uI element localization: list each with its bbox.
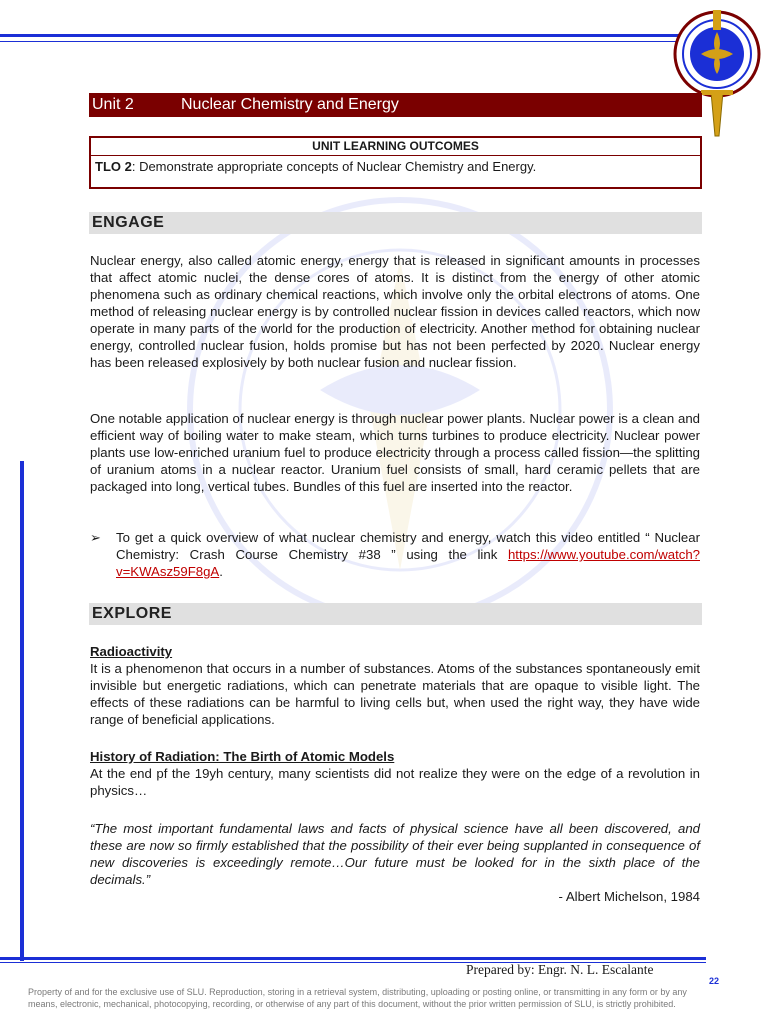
page-number: 22 [709, 976, 720, 986]
tlo-label: TLO 2 [95, 159, 132, 174]
copyright-notice: Property of and for the exclusive use of SLU. Reproduction, storing in a retrieval system, distributing, uploading or posting online, or transmitting in any form or by any means, electronic, mechanical, photocopying, recording, or otherwise of any part of this document, without the prior written permission of SLU, is strictly prohibited. [28, 987, 687, 1009]
top-rule-thick [0, 34, 705, 37]
unit-title: Nuclear Chemistry and Energy [181, 96, 399, 113]
prepared-by: Prepared by: Engr. N. L. Escalante [466, 962, 654, 977]
bullet-end: . [219, 564, 223, 579]
youtube-link[interactable]: https://www.youtube.com/watch?v=KWAsz59F8gA [116, 547, 700, 579]
learning-outcomes-heading: UNIT LEARNING OUTCOMES [91, 138, 700, 156]
tlo-statement [91, 156, 700, 177]
unit-title-bar [89, 93, 702, 117]
video-bullet-text [116, 529, 700, 580]
engage-heading-text: ENGAGE [92, 214, 165, 231]
learning-outcomes-box [89, 136, 702, 189]
video-instruction: To get a quick overview of what nuclear chemistry and energy, watch this video entitled “ Nuclear Chemistry: Crash Course Chemistry #38 ” using the link [116, 530, 700, 562]
engage-paragraph-2: One notable application of nuclear energy is through nuclear power plants. Nuclear power is a clean and efficient way of boiling water to make steam, which turns turbines to produce electricity. Nuclear power plants use low-enriched uranium fuel to produce electricity through a process called fission—the splitting of uranium atoms in a nuclear reactor. Uranium fuel consists of small, hard ceramic pellets that are packaged into long, vertical tubes. Bundles of this fuel are inserted into the reactor. [90, 411, 700, 494]
top-rule-thin [0, 41, 705, 42]
university-seal-logo [671, 8, 763, 140]
radioactivity-subheading: Radioactivity [90, 644, 173, 659]
arrow-bullet-icon: ➢ [90, 530, 102, 545]
history-paragraph: At the end pf the 19yh century, many scientists did not realize they were on the edge of a revolution in physics… [90, 766, 700, 798]
explore-heading-text: EXPLORE [92, 605, 172, 622]
quote-attribution: - Albert Michelson, 1984 [558, 889, 700, 904]
unit-number: Unit 2 [92, 96, 134, 113]
history-subheading: History of Radiation: The Birth of Atomic Models [90, 749, 395, 764]
radioactivity-paragraph: It is a phenomenon that occurs in a number of substances. Atoms of the substances spontaneously emit invisible but energetic radiations, which can penetrate materials that are opaque to visible light. The effects of these radiations can be harmful to living cells but, when used the right way, they have wide range of beneficial applications. [90, 661, 700, 727]
explore-section-heading [89, 603, 702, 625]
tlo-text: : Demonstrate appropriate concepts of Nuclear Chemistry and Energy. [131, 159, 537, 174]
bottom-rule-thick [0, 957, 706, 960]
left-margin-rule [20, 461, 24, 961]
engage-section-heading [89, 212, 702, 234]
engage-paragraph-1: Nuclear energy, also called atomic energy, energy that is released in significant amounts in processes that affect atomic nuclei, the dense cores of atoms. It is distinct from the energy of other atomic phenomena such as ordinary chemical reactions, which involve only the orbital electrons of atoms. One method of releasing nuclear energy is by controlled nuclear fission in devices called reactors, which now operate in many parts of the world for the production of electricity. Another method for obtaining nuclear energy, controlled nuclear fusion, holds promise but has not been perfected by 2020. Nuclear energy has been released explosively by both nuclear fusion and nuclear fission. [90, 253, 700, 370]
michelson-quote: “The most important fundamental laws and facts of physical science have all been discovered, and these are now so firmly established that the possibility of their ever being supplanted in consequence of new discoveries is exceedingly remote…Our future must be looked for in the sixth place of the decimals.” [90, 821, 700, 887]
